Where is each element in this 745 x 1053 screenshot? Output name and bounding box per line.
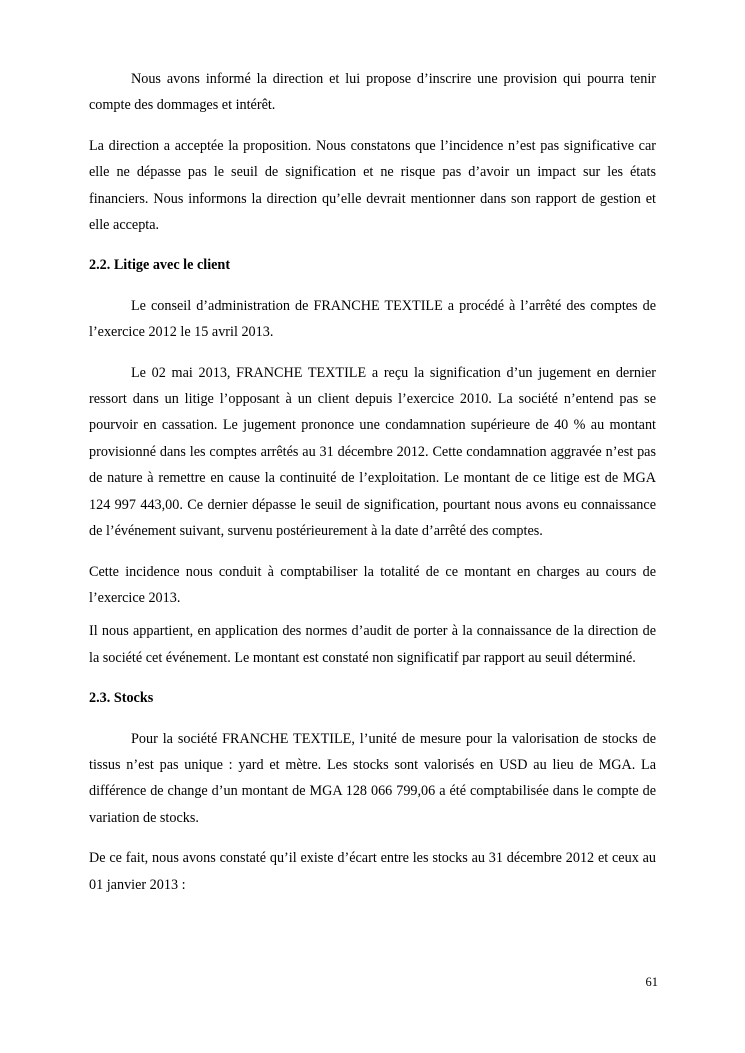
paragraph-provision: Nous avons informé la direction et lui propose d’inscrire une provision qui pourra tenir compte des dommages et intérêt. [89, 71, 656, 114]
page-number: 61 [645, 975, 658, 989]
paragraph-arrete-comptes: Le conseil d’administration de FRANCHE TEXTILE a procédé à l’arrêté des comptes de l’exercice 2012 le 15 avril 2013. [89, 297, 656, 341]
paragraph-comptabilisation: Cette incidence nous conduit à comptabiliser la totalité de ce montant en charges au cours de l’exercice 2013. [89, 563, 656, 606]
heading-stocks: 2.3. Stocks [89, 690, 154, 707]
paragraph-normes-audit: Il nous appartient, en application des normes d’audit de porter à la connaissance de la direction de la société cet événement. Le montant est constaté non significatif par rapport au seuil déterminé. [89, 623, 656, 666]
paragraph-ecart-stocks: De ce fait, nous avons constaté qu’il existe d’écart entre les stocks au 31 décembre 2012 et ceux au 01 janvier 2013 : [89, 850, 656, 893]
paragraph-jugement: Le 02 mai 2013, FRANCHE TEXTILE a reçu la signification d’un jugement en dernier ressort dans un litige l’opposant à un client depuis l’exercice 2010. La société n’entend pas se pourvoir en cassation. Le jugement prononce une condamnation supérieure de 40 % au montant provisionné dans les comptes arrêtés au 31 décembre 2012. Cette condamnation aggravée n’est pas de nature à remettre en cause la continuité de l’exploitation. Le montant de ce litige est de MGA 124 997 443,00. Ce dernier dépasse le seuil de signification, pourtant nous avons eu connaissance de l’événement suivant, survenu postérieurement à la date d’arrêté des comptes. [89, 364, 656, 540]
heading-litige-client: 2.2. Litige avec le client [89, 257, 231, 274]
paragraph-direction-acceptance: La direction a acceptée la proposition. Nous constatons que l’incidence n’est pas significative car elle ne dépasse pas le seuil de signification et ne risque pas d’avoir un impact sur les états financiers. Nous informons la direction qu’elle devrait mentionner dans son rapport de gestion et elle accepta. [89, 137, 656, 234]
paragraph-valorisation-stocks: Pour la société FRANCHE TEXTILE, l’unité de mesure pour la valorisation de stocks de tissus n’est pas unique : yard et mètre. Les stocks sont valorisés en USD au lieu de MGA. La différence de change d’un montant de MGA 128 066 799,06 a été comptabilisée dans le compte de variation de stocks. [89, 730, 656, 826]
page-body [89, 66, 656, 898]
